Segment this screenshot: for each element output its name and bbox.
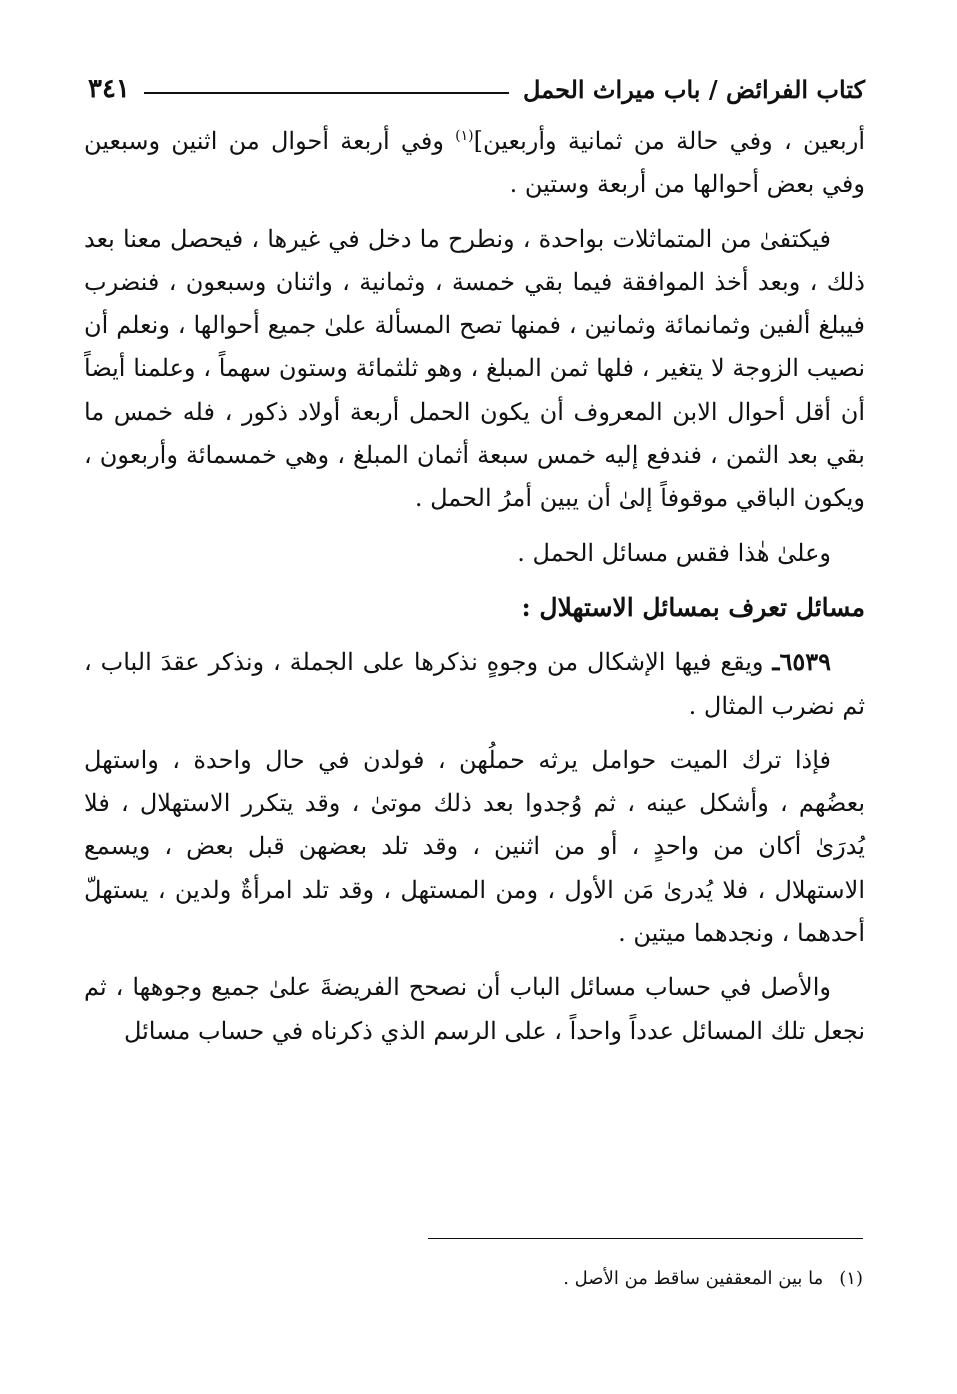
paragraph: وعلىٰ هٰذا فقس مسائل الحمل . [517,538,831,567]
paragraph-text: ويقع فيها الإشكال من وجوهٍ نذكرها على الجملة ، ونذكر عقدَ الباب ، ثم نضرب المثال . [84,648,865,720]
paragraph-text: وفي أربعة أحوال من اثنين وسبعين وفي بعض أحوالها من أربعة وستين . [84,127,865,199]
footnote-reference: (١) [455,128,474,144]
paragraph-text: أربعين ، وفي حالة من ثمانية وأربعين] [473,127,865,155]
paragraph-number: ٦٥٣٩ـ [772,647,832,677]
numbered-paragraph [84,640,865,728]
body-text [84,120,865,1064]
header-rule [144,92,509,94]
paragraph: والأصل في حساب مسائل الباب أن نصحح الفريضةَ علىٰ جميع وجوهها ، ثم نجعل تلك المسائل عدداً واحداً ، على الرسم الذي ذكرناه في حساب مسائل [84,973,865,1045]
paragraph-continuation [84,120,865,207]
footnote-separator [428,1238,863,1239]
paragraph: فإذا ترك الميت حوامل يرثه حملُهن ، فولدن في حال واحدة ، واستهل بعضُهم ، وأشكل عينه ، ثم وُجدوا بعد ذلك موتىٰ ، وقد يتكرر الاستهلال ، فلا يُدرَىٰ أكان من واحدٍ ، أو من اثنين ، وقد تلد بعضهن قبل بعض ، ويسمع الاستهلال ، فلا يُدرىٰ مَن الأول ، ومن المستهل ، وقد تلد امرأةٌ ولدين ، يستهلّ أحدهما ، ونجدهما ميتين . [84,745,865,948]
running-title: كتاب الفرائض / باب ميراث الحمل [523,74,865,104]
footnote-text: ما بين المعقفين ساقط من الأصل . [563,1268,824,1289]
footnote-marker: (١) [839,1268,863,1289]
section-heading: مسائل تعرف بمسائل الاستهلال : [521,592,865,622]
footnote [84,1264,863,1294]
page-header [88,66,865,112]
page-number: ٣٤١ [88,74,130,104]
paragraph: فيكتفىٰ من المتماثلات بواحدة ، ونطرح ما دخل في غيرها ، فيحصل معنا بعد ذلك ، وبعد أخذ الموافقة فيما بقي خمسة ، وثمانية ، واثنان وسبعون ، فنضرب فيبلغ ألفين وثمانمائة وثمانين ، فمنها تصح المسألة علىٰ جميع أحوالها ، ونعلم أن نصيب الزوجة لا يتغير ، فلها ثمن المبلغ ، وهو ثلثمائة وستون سهماً ، وعلمنا أيضاً أن أقل أحوال الابن المعروف أن يكون الحمل أربعة أولاد ذكور ، فله خمس ما بقي بعد الثمن ، فندفع إليه خمس سبعة أثمان المبلغ ، وهي خمسمائة وأربعون ، ويكون الباقي موقوفاً إلىٰ أن يبين أمرُ الحمل . [84,224,866,513]
